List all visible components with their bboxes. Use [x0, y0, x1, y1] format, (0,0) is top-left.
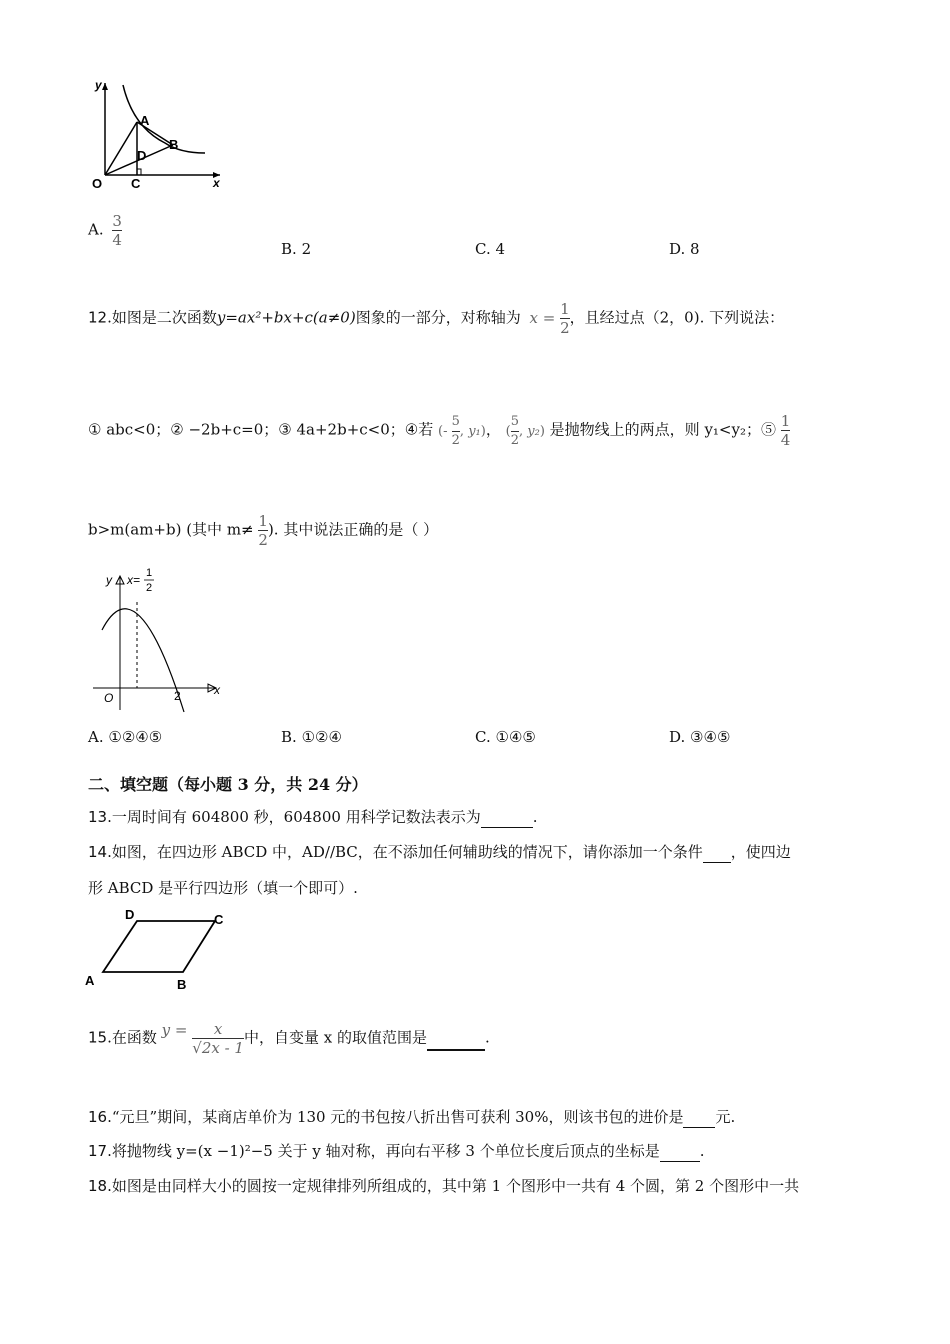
q13-end: .	[532, 808, 538, 826]
q17-end: .	[699, 1142, 705, 1160]
q14-line2: 形 ABCD 是平行四边形（填一个即可）.	[88, 879, 358, 897]
point-y1: y₁	[468, 423, 481, 439]
radicand: 2x - 1	[201, 1039, 244, 1057]
fraction-numerator: 1	[258, 512, 268, 530]
option-letter: B.	[281, 728, 297, 746]
q12-label-o: O	[104, 691, 114, 705]
q12-figure	[88, 562, 228, 717]
answer-blank[interactable]	[660, 1141, 700, 1162]
question-number: 16	[88, 1108, 108, 1126]
q13	[88, 807, 537, 828]
q12-statement5: b>m(am+b) (其中 m≠	[88, 520, 254, 539]
option-letter: C.	[475, 728, 491, 746]
q12-function: y=ax²+bx+c(a≠0)	[216, 308, 356, 327]
answer-blank[interactable]	[481, 807, 533, 828]
q12-line1	[88, 300, 784, 337]
q12-label-half-den: 2	[146, 582, 153, 594]
q12-line3	[88, 512, 438, 549]
q11-label-a: A	[140, 113, 150, 128]
q14-label-b: B	[177, 977, 187, 992]
q18	[88, 1176, 799, 1196]
option-letter: D.	[669, 728, 686, 746]
q14-label-c: C	[214, 912, 224, 927]
q11-label-d: D	[137, 148, 147, 163]
question-number: 13	[88, 808, 108, 826]
answer-blank[interactable]	[703, 842, 731, 863]
q11-label-b: B	[169, 137, 179, 152]
q11-option-a[interactable]	[88, 212, 122, 249]
q11-figure	[85, 75, 230, 195]
fraction-denominator: 2	[258, 531, 268, 549]
q16	[88, 1107, 735, 1128]
q15-end: .	[484, 1028, 490, 1047]
point-y2: y₂	[527, 423, 540, 439]
q12-option-b[interactable]	[281, 728, 342, 746]
q12-option-a[interactable]	[88, 728, 162, 746]
answer-blank[interactable]	[683, 1107, 715, 1128]
q12-label-x-eq: x=	[127, 573, 141, 587]
minus-sign: -	[443, 423, 448, 439]
option-text: ①②④⑤	[108, 728, 163, 746]
q12-question: ). 其中说法正确的是（ ）	[267, 520, 439, 539]
q11-label-o: O	[92, 176, 103, 191]
q14-label-d: D	[125, 907, 135, 922]
option-letter: A.	[88, 220, 104, 239]
fraction-numerator: x	[213, 1020, 223, 1038]
q11-label-y: y	[95, 78, 102, 92]
q12-line2: ① abc<0；② −2b+c=0；③ 4a+2b+c<0；④若 (- $\frac{5}{2}$ , y₁)， ( $\frac{5}{2}$ , y₂) 是抛物线上的两点，则 y₁<y₂；⑤ $\frac{1}{4}$	[88, 412, 791, 449]
q14-text: .如图，在四边形 ABCD 中，AD//BC，在不添加任何辅助线的情况下，请你添加一个条件	[107, 843, 703, 861]
q15-pre: .在函数	[107, 1028, 157, 1047]
q12-option-d[interactable]	[669, 728, 730, 746]
option-letter: D.	[669, 240, 686, 258]
q12-option-c[interactable]	[475, 728, 536, 746]
fraction-denominator: 2	[510, 432, 519, 448]
question-number: 18	[88, 1177, 108, 1195]
option-text: ③④⑤	[690, 728, 731, 746]
question-number: 15	[88, 1028, 108, 1047]
q11-option-c[interactable]	[475, 240, 505, 258]
q12-label-half-num: 1	[146, 567, 153, 579]
section-heading: 二、填空题（每小题 3 分，共 24 分）	[88, 775, 368, 794]
q15-lhs: y =	[161, 1020, 188, 1039]
option-letter: C.	[475, 240, 491, 258]
q14-label-a: A	[85, 973, 95, 988]
fraction-denominator: 4	[780, 431, 791, 449]
fraction-numerator: 3	[112, 212, 122, 230]
fraction-denominator: 4	[112, 231, 122, 249]
q15-post: 中，自变量 x 的取值范围是	[243, 1028, 427, 1047]
q12-label-two: 2	[174, 689, 181, 703]
q13-text: .一周时间有 604800 秒，604800 用科学记数法表示为	[107, 808, 481, 826]
option-text: ①④⑤	[495, 728, 536, 746]
q12-label-y: y	[106, 573, 112, 587]
q11-label-x: x	[213, 176, 220, 190]
q17-text: .将抛物线 y=(x −1)²−5 关于 y 轴对称，再向右平移 3 个单位长度后顶点的坐标是	[107, 1142, 660, 1160]
q12-axis-lhs: x =	[529, 308, 556, 327]
q17	[88, 1141, 704, 1162]
q18-text: .如图是由同样大小的圆按一定规律排列所组成的，其中第 1 个图形中一共有 4 个圆，第 2 个图形中一共	[107, 1177, 800, 1195]
q12-statement-post: 是抛物线上的两点，则 y₁<y₂；⑤	[549, 420, 776, 439]
q12-statements: ① abc<0；② −2b+c=0；③ 4a+2b+c<0；④若	[88, 420, 434, 439]
comma: ，	[485, 420, 501, 439]
question-number: 12	[88, 308, 108, 327]
q16-text: .“元旦”期间，某商店单价为 130 元的书包按八折出售可获利 30%，则该书包的进价是	[107, 1108, 684, 1126]
q12-intro-mid: 图象的一部分，对称轴为	[355, 308, 521, 327]
option-text: 2	[301, 240, 312, 258]
q14-figure	[80, 905, 230, 997]
fraction-denominator: 2	[451, 432, 460, 448]
fraction-numerator: 1	[780, 412, 791, 430]
fraction-numerator: 5	[451, 413, 460, 429]
q11-option-b[interactable]	[281, 240, 311, 258]
q16-end: 元.	[715, 1108, 736, 1126]
question-number: 17	[88, 1142, 108, 1160]
q14-line1	[88, 842, 791, 863]
q12-label-x: x	[214, 683, 220, 697]
option-letter: B.	[281, 240, 297, 258]
q11-label-c: C	[131, 176, 141, 191]
fraction-denominator: 2	[560, 319, 570, 337]
fraction-numerator: 1	[560, 300, 570, 318]
option-text: ①②④	[301, 728, 342, 746]
q12-intro-post: ，且经过点（2，0). 下列说法：	[569, 308, 785, 327]
q14-text-end: ，使四边	[730, 843, 791, 861]
q15: 15.在函数 y = $\frac{x}{√2x - 1}$ 中，自变量 x 的取值范围是 .	[88, 1020, 490, 1057]
option-text: 8	[690, 240, 700, 258]
question-number: 14	[88, 843, 108, 861]
option-text: 4	[495, 240, 506, 258]
answer-blank[interactable]	[427, 1027, 485, 1051]
fraction-numerator: 5	[510, 413, 519, 429]
q12-intro-pre: .如图是二次函数	[107, 308, 217, 327]
option-letter: A.	[88, 728, 104, 746]
q11-option-d[interactable]	[669, 240, 700, 258]
